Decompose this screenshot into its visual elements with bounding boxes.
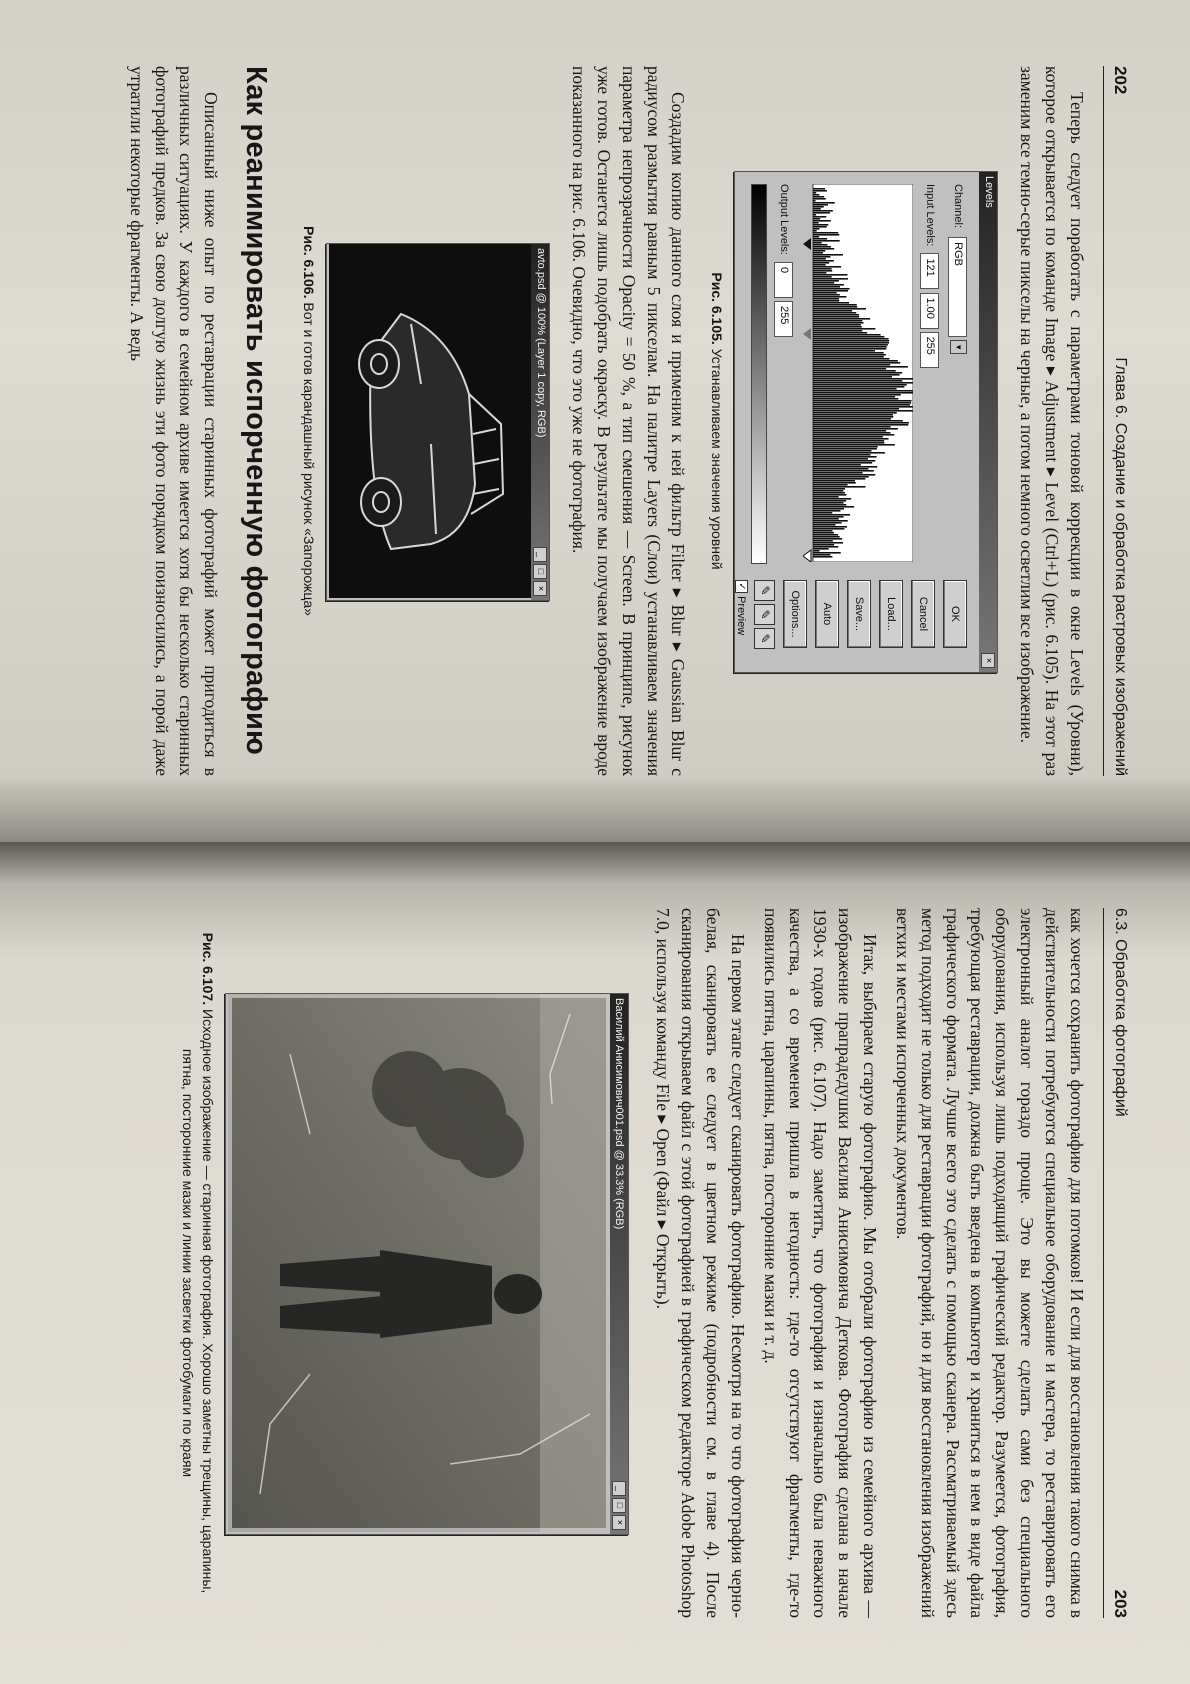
histogram-bar bbox=[813, 474, 875, 476]
histogram-bar bbox=[813, 316, 859, 318]
histogram-bar bbox=[813, 526, 847, 528]
photo-titlebar bbox=[610, 994, 628, 1534]
histogram-bar bbox=[813, 306, 857, 308]
avto-window bbox=[326, 243, 550, 601]
histogram-bar bbox=[813, 350, 875, 352]
preview-label: Preview bbox=[735, 596, 748, 636]
histogram-bar bbox=[813, 264, 826, 266]
histogram-bar bbox=[813, 210, 833, 212]
histogram-bar bbox=[813, 502, 844, 504]
histogram-bar bbox=[813, 458, 868, 460]
right-page bbox=[0, 842, 1190, 1684]
histogram-bar bbox=[813, 422, 909, 424]
histogram-bar bbox=[813, 252, 823, 254]
histogram-bar bbox=[813, 360, 898, 362]
histogram-bar bbox=[813, 338, 889, 340]
channel-select[interactable]: RGB bbox=[948, 237, 967, 337]
histogram-bar bbox=[813, 344, 888, 346]
histogram-bar bbox=[813, 456, 877, 458]
histogram-bar bbox=[813, 260, 834, 262]
caption-6-106 bbox=[298, 66, 318, 776]
histogram-bar bbox=[813, 348, 886, 350]
histogram-bar bbox=[813, 532, 834, 534]
avto-window-title: avto.psd @ 100% (Layer 1 copy, RGB) bbox=[535, 248, 548, 438]
histogram-bar bbox=[813, 236, 819, 238]
histogram-bar bbox=[813, 436, 883, 438]
histogram-bar bbox=[813, 442, 884, 444]
histogram-bar bbox=[813, 330, 862, 332]
caption-6-107 bbox=[177, 908, 217, 1618]
caption-6-105-label: Рис. 6.105. bbox=[709, 272, 726, 345]
avto-window-controls bbox=[533, 547, 547, 596]
histogram-bar bbox=[813, 454, 870, 456]
histogram-bar bbox=[813, 554, 830, 556]
levels-dialog bbox=[734, 171, 998, 673]
histogram-bar bbox=[813, 546, 838, 548]
histogram-bar bbox=[813, 294, 840, 296]
histogram-bar bbox=[813, 398, 898, 400]
histogram-bar bbox=[813, 298, 839, 300]
histogram-bar bbox=[813, 390, 913, 392]
histogram-bar bbox=[813, 380, 902, 382]
page-number-right: 203 bbox=[1111, 1589, 1130, 1618]
histogram-bar bbox=[813, 434, 894, 436]
histogram-bar bbox=[813, 486, 866, 488]
histogram-bar bbox=[813, 238, 827, 240]
histogram-bar bbox=[813, 376, 892, 378]
histogram-bar bbox=[813, 500, 846, 502]
channel-row bbox=[948, 184, 967, 354]
histogram-bar bbox=[813, 222, 819, 224]
histogram-bar bbox=[813, 302, 849, 304]
histogram-bar bbox=[813, 462, 872, 464]
histogram-bar bbox=[813, 314, 859, 316]
histogram-bar bbox=[813, 356, 884, 358]
histogram-bar bbox=[813, 334, 881, 336]
histogram-bar bbox=[813, 492, 845, 494]
histogram-bar bbox=[813, 340, 889, 342]
histogram-bar bbox=[813, 496, 839, 498]
histogram-bar bbox=[813, 368, 886, 370]
histogram-bar bbox=[813, 548, 829, 550]
figure-6-107 bbox=[225, 993, 629, 1533]
photo-window-title: Василий Анисимович001.psd @ 33.3% (RGB) bbox=[613, 998, 626, 1230]
histogram-bar bbox=[813, 322, 864, 324]
histogram-bar bbox=[813, 428, 898, 430]
histogram-bar bbox=[813, 362, 900, 364]
caption-6-107-label: Рис. 6.107. bbox=[199, 932, 216, 1006]
histogram-bar bbox=[813, 470, 874, 472]
histogram-bar bbox=[813, 192, 816, 194]
histogram-bar bbox=[813, 230, 817, 232]
car-sketch-image bbox=[329, 244, 531, 598]
histogram-bar bbox=[813, 418, 891, 420]
right-paragraph-3: На первом этапе следует сканировать фотографию. Несмотря на то что фотография черно-белая, сканировать ее следует в цветном режиме (подробности см. в главе 4). После сканирования открываем файл с этой фотографией в графическом редакторе Adobe Photoshop 7.0, используя команду File ▸ Open (Файл ▸ Открыть). bbox=[653, 908, 748, 1618]
black-point-slider-icon bbox=[803, 238, 811, 250]
levels-buttons bbox=[733, 580, 968, 649]
histogram-bar bbox=[813, 282, 834, 284]
histogram-bar bbox=[813, 300, 839, 302]
histogram-bar bbox=[813, 520, 848, 522]
maximize-icon[interactable]: □ bbox=[612, 1498, 626, 1513]
gamma-slider-icon bbox=[803, 328, 811, 340]
histogram-bar bbox=[813, 208, 821, 210]
caption-6-105-text: Устанавливаем значения уровней bbox=[709, 348, 726, 570]
histogram-bar bbox=[813, 536, 840, 538]
histogram-bar bbox=[813, 324, 861, 326]
close-icon[interactable]: × bbox=[533, 581, 547, 596]
ok-button[interactable]: OK bbox=[943, 580, 967, 648]
old-photo-image bbox=[228, 994, 610, 1532]
caption-6-105 bbox=[706, 66, 726, 776]
histogram-bar bbox=[813, 224, 828, 226]
histogram-bar bbox=[813, 506, 854, 508]
histogram-bar bbox=[813, 202, 835, 204]
histogram-bar bbox=[813, 288, 850, 290]
options-button[interactable]: Options... bbox=[783, 580, 807, 648]
histogram-bar bbox=[813, 232, 838, 234]
maximize-icon[interactable]: □ bbox=[533, 564, 547, 579]
histogram-bar bbox=[813, 452, 885, 454]
black-eyedropper-icon[interactable]: ✎ bbox=[754, 580, 775, 601]
histogram-bar bbox=[813, 308, 866, 310]
chevron-down-icon[interactable]: ▼ bbox=[950, 340, 967, 354]
histogram-bar bbox=[813, 352, 884, 354]
histogram-bar bbox=[813, 250, 825, 252]
histogram-bar bbox=[813, 472, 863, 474]
output-levels-row bbox=[774, 184, 793, 337]
histogram-bar bbox=[813, 278, 848, 280]
photo-window-controls bbox=[612, 1481, 626, 1530]
photo-window bbox=[225, 993, 629, 1535]
gray-eyedropper-icon[interactable]: ✎ bbox=[754, 604, 775, 625]
histogram-bar bbox=[813, 248, 834, 250]
histogram-bar bbox=[813, 366, 908, 368]
histogram-bar bbox=[813, 386, 904, 388]
histogram-bar bbox=[813, 512, 832, 514]
histogram-bar bbox=[813, 286, 840, 288]
histogram-bar bbox=[813, 480, 855, 482]
histogram-bar bbox=[813, 242, 822, 244]
section-heading: Как реанимировать испорченную фотографию bbox=[240, 66, 273, 755]
histogram-bar bbox=[813, 440, 884, 442]
histogram-bar bbox=[813, 246, 831, 248]
histogram-bar bbox=[813, 364, 890, 366]
histogram-bar bbox=[813, 276, 832, 278]
histogram-bar bbox=[813, 448, 877, 450]
histogram-bar bbox=[813, 416, 893, 418]
histogram-bar bbox=[813, 504, 846, 506]
histogram-bar bbox=[813, 498, 851, 500]
histogram-bar bbox=[813, 414, 893, 416]
histogram-bar bbox=[813, 460, 875, 462]
caption-6-106-label: Рис. 6.106. bbox=[301, 226, 318, 299]
close-icon[interactable]: × bbox=[612, 1515, 626, 1530]
levels-title: Levels bbox=[983, 176, 996, 208]
histogram-bar bbox=[813, 194, 819, 196]
caption-6-106-text: Вот и готов карандашный рисунок «Запорожца» bbox=[301, 302, 318, 616]
histogram-bar bbox=[813, 214, 816, 216]
histogram-bar bbox=[813, 326, 862, 328]
histogram-bar bbox=[813, 374, 900, 376]
histogram-bar bbox=[813, 274, 847, 276]
histogram-bar bbox=[813, 400, 912, 402]
histogram-bar bbox=[813, 444, 895, 446]
channel-label: Channel: bbox=[952, 184, 965, 229]
save-button[interactable]: Save... bbox=[847, 580, 871, 648]
histogram-bar bbox=[813, 404, 910, 406]
histogram-bar bbox=[813, 538, 842, 540]
histogram-bar bbox=[813, 290, 848, 292]
histogram-bar bbox=[813, 378, 913, 380]
histogram-bar bbox=[813, 228, 820, 230]
input-levels-label: Input Levels: bbox=[924, 184, 937, 247]
histogram-bar bbox=[813, 432, 890, 434]
auto-button[interactable]: Auto bbox=[815, 580, 839, 648]
histogram-bar bbox=[813, 482, 856, 484]
histogram-bar bbox=[813, 266, 841, 268]
histogram-bar bbox=[813, 406, 913, 408]
histogram-bar bbox=[813, 430, 886, 432]
histogram-bar bbox=[813, 424, 908, 426]
histogram-bar bbox=[813, 216, 826, 218]
histogram-bar bbox=[813, 508, 844, 510]
histogram-bar bbox=[813, 318, 870, 320]
caption-6-107-text: Исходное изображение — старинная фотография. Хорошо заметны трещины, царапины, пятна, посторонние мазки и линии засветки фотобумаги по краям bbox=[179, 1009, 216, 1594]
histogram-bar bbox=[813, 542, 843, 544]
preview-row bbox=[733, 580, 749, 649]
histogram bbox=[803, 184, 913, 562]
histogram-bar bbox=[813, 370, 896, 372]
histogram-bar bbox=[813, 410, 913, 412]
histogram-bar bbox=[813, 544, 834, 546]
histogram-bar bbox=[813, 402, 911, 404]
histogram-bar bbox=[813, 540, 833, 542]
histogram-bar bbox=[813, 438, 889, 440]
histogram-bar bbox=[813, 446, 878, 448]
histogram-bar bbox=[813, 336, 884, 338]
histogram-bar bbox=[813, 534, 838, 536]
left-paragraph-2: Создадим копию данного слоя и применим к ней фильтр Filter ▸ Blur ▸ Gaussian Blur с радиусом размытия равным 5 пикселам. На палитре Layers (Слои) устанавливаем значения параметра непрозрачности Opacity = 50 %, а тип смешения — Screen. В принципе, рисунок уже готов. Останется лишь подобрать окраску. В результате мы получаем изображение вроде показанного на рис. 6.106. Очевидно, что это уже не фотография. bbox=[569, 66, 689, 776]
histogram-bar bbox=[813, 450, 871, 452]
histogram-bar bbox=[813, 408, 899, 410]
histogram-bar bbox=[813, 258, 826, 260]
histogram-bar bbox=[813, 556, 832, 558]
histogram-bar bbox=[813, 284, 844, 286]
white-eyedropper-icon[interactable]: ✎ bbox=[754, 628, 775, 649]
histogram-bar bbox=[813, 466, 877, 468]
figure-6-106 bbox=[326, 243, 550, 599]
histogram-bar bbox=[813, 530, 832, 532]
histogram-bar bbox=[813, 304, 857, 306]
cancel-button[interactable]: Cancel bbox=[911, 580, 935, 648]
output-level-black[interactable]: 0 bbox=[774, 262, 793, 298]
histogram-bar bbox=[813, 478, 865, 480]
histogram-bar bbox=[813, 292, 837, 294]
histogram-bar bbox=[813, 346, 887, 348]
histogram-bar bbox=[813, 218, 820, 220]
histogram-bar bbox=[813, 244, 827, 246]
histogram-bar bbox=[813, 524, 835, 526]
histogram-bar bbox=[813, 204, 828, 206]
histogram-bar bbox=[813, 354, 886, 356]
histogram-bar bbox=[813, 256, 830, 258]
minimize-icon[interactable]: _ bbox=[533, 547, 547, 562]
histogram-bar bbox=[813, 494, 846, 496]
running-head-title-right: 6.3. Обработка фотографий bbox=[1111, 908, 1129, 1117]
histogram-bar bbox=[813, 320, 862, 322]
histogram-bar bbox=[813, 488, 845, 490]
white-point-slider-icon bbox=[803, 550, 811, 562]
histogram-bar bbox=[813, 468, 868, 470]
histogram-bar bbox=[813, 510, 840, 512]
histogram-bar bbox=[813, 464, 861, 466]
histogram-bar bbox=[813, 240, 840, 242]
avto-titlebar bbox=[531, 244, 549, 600]
histogram-bar bbox=[813, 268, 832, 270]
histogram-bar bbox=[813, 516, 844, 518]
histogram-bar bbox=[813, 212, 830, 214]
levels-titlebar bbox=[979, 172, 997, 672]
histogram-bar bbox=[813, 384, 907, 386]
histogram-bar bbox=[813, 220, 831, 222]
histogram-bar bbox=[813, 196, 824, 198]
output-gradient-bar[interactable] bbox=[751, 184, 767, 564]
histogram-bar bbox=[813, 528, 844, 530]
running-head-left bbox=[1103, 66, 1132, 776]
right-paragraph-2: Итак, выбираем старую фотографию. Мы отобрали фотографию из семейного архива — изображение прапрадедушки Василия Анисимовича Деткова. Фотография сделана в начале 1930-х годов (рис. 6.107). Надо заметить, что фотография и изначально была неважного качества, а со временем пришла в негодность: где-то отсутствуют фрагменты, где-то появились пятна, царапины, пятна, посторонние мазки и т. д. bbox=[760, 908, 881, 1618]
minimize-icon[interactable]: _ bbox=[612, 1481, 626, 1496]
histogram-bar bbox=[813, 188, 825, 190]
histogram-bar bbox=[813, 280, 839, 282]
histogram-bar bbox=[813, 420, 903, 422]
histogram-bar bbox=[813, 372, 902, 374]
histogram-bar bbox=[813, 272, 826, 274]
histogram-bar bbox=[813, 412, 897, 414]
histogram-bar bbox=[813, 270, 832, 272]
histogram-bar bbox=[813, 522, 841, 524]
histogram-bar bbox=[813, 476, 869, 478]
histogram-bar bbox=[813, 394, 901, 396]
histogram-bar bbox=[813, 200, 816, 202]
left-paragraph-1: Теперь следует поработать с параметрами тоновой коррекции в окне Levels (Уровни), которое открывается по команде Image ▸ Adjustment ▸ Level (Ctrl+L) (рис. 6.105). На этот раз заменим все темно-серые пикселы на черные, а потом немного осветлим все изображение. bbox=[1017, 66, 1087, 776]
output-level-white[interactable]: 255 bbox=[774, 301, 793, 337]
histogram-bar bbox=[813, 328, 875, 330]
histogram-bar bbox=[813, 342, 889, 344]
page-number-left: 202 bbox=[1111, 66, 1130, 95]
histogram-bar bbox=[813, 484, 848, 486]
histogram-bar bbox=[813, 396, 895, 398]
input-levels-row bbox=[920, 184, 939, 368]
figure-6-105 bbox=[734, 171, 998, 671]
input-level-white[interactable]: 255 bbox=[920, 332, 939, 368]
histogram-bar bbox=[813, 332, 867, 334]
running-head-right bbox=[1103, 908, 1132, 1618]
preview-checkbox[interactable]: ✓ bbox=[735, 580, 748, 593]
histogram-bar bbox=[813, 206, 824, 208]
histogram-bar bbox=[813, 254, 843, 256]
histogram-bar bbox=[813, 296, 846, 298]
histogram-bar bbox=[813, 382, 913, 384]
histogram-bar bbox=[813, 310, 852, 312]
histogram-bar bbox=[813, 426, 891, 428]
eyedropper-row bbox=[754, 580, 775, 649]
load-button[interactable]: Load... bbox=[879, 580, 903, 648]
histogram-bar bbox=[813, 226, 827, 228]
histogram-bar bbox=[813, 514, 850, 516]
histogram-bar bbox=[813, 262, 829, 264]
input-level-gamma[interactable]: 1.00 bbox=[920, 293, 939, 329]
running-head-title-left: Глава 6. Создание и обработка растровых изображений bbox=[1111, 357, 1129, 776]
histogram-bar bbox=[813, 550, 820, 552]
histogram-bar bbox=[813, 552, 841, 554]
close-icon[interactable]: × bbox=[981, 653, 995, 668]
histogram-bar bbox=[813, 312, 856, 314]
output-levels-label: Output Levels: bbox=[778, 184, 791, 255]
input-level-black[interactable]: 121 bbox=[920, 253, 939, 289]
right-paragraph-1: как хочется сохранить фотографию для потомков! И если для восстановления такого снимка в действительности потребуются специальное оборудование и мастера, то реставрировать его электронный аналог гораздо проще. Это вы можете сделать сами без специального оборудования, используя лишь подходящий графический редактор. Разумеется, фотография, требующая реставрации, должна быть введена в компьютер и храниться в нем в виде файла графического формата. Лучше всего это сделать с помощью сканера. Рассматриваемый здесь метод подходит не только для реставрации фотографий, но и для восстановления изображений ветхих и местами испорченных документов. bbox=[892, 908, 1087, 1618]
histogram-bar bbox=[813, 358, 889, 360]
histogram-bar bbox=[813, 198, 826, 200]
histogram-bar bbox=[813, 388, 897, 390]
histogram-bar bbox=[813, 490, 843, 492]
histogram-bar bbox=[813, 518, 839, 520]
histogram-bar bbox=[813, 234, 839, 236]
histogram-bar bbox=[813, 392, 913, 394]
histogram-bar bbox=[813, 190, 827, 192]
left-paragraph-3: Описанный ниже опыт по реставрации старинных фотографий может пригодиться в различных ситуациях. У каждого в семейном архиве имеется хотя бы несколько старинных фотографий предков. За свою долгую жизнь эти фото порядком поизносились, а порой даже утратили некоторые фрагменты. А ведь bbox=[126, 66, 222, 776]
